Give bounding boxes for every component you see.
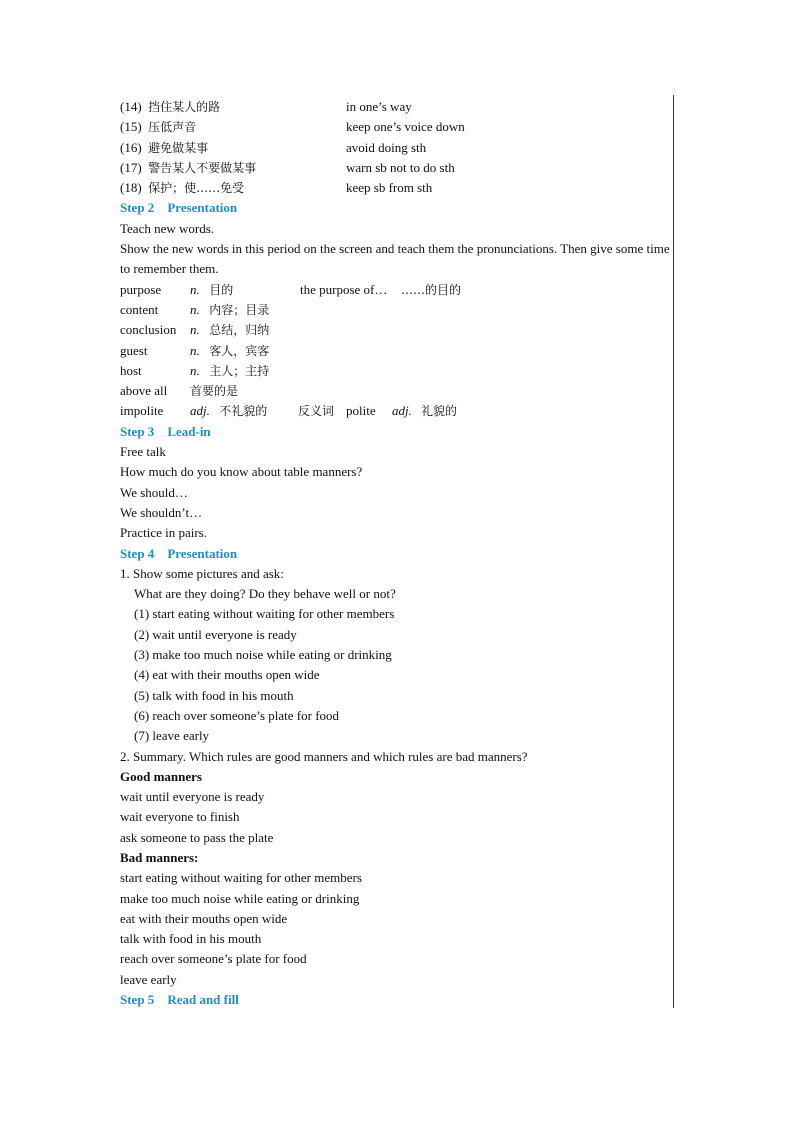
phrase-list [120,97,672,198]
good-manners-heading: Good manners [120,768,202,784]
margin-rule [673,95,674,1008]
list-item: eat with their mouths open wide [120,910,288,926]
list-item: wait until everyone is ready [120,789,265,805]
step-3-heading: Step 3 Lead-in [120,423,211,439]
list-item: ask someone to pass the plate [120,829,274,845]
step-2-heading: Step 2 Presentation [120,200,238,216]
list-item: wait everyone to finish [120,809,240,825]
paragraph: 1. Show some pictures and ask: [120,565,284,581]
list-item: (4) eat with their mouths open wide [134,667,320,683]
step-5-heading: Step 5 Read and fill [120,992,239,1008]
vocab-row: above all 首要的是 [120,383,239,399]
paragraph: Teach new words. [120,220,215,236]
vocab-row: conclusion n. 总结，归纳 [120,322,270,338]
paragraph: Practice in pairs. [120,525,207,541]
list-item: leave early [120,971,177,987]
paragraph: Show the new words in this period on the screen and teach them the pronunciations. Then give some time to remember them. [120,241,670,277]
phrase-row: (14) 挡住某人的路 in one’s way [120,99,412,114]
phrase-row: (16) 避免做某事 avoid doing sth [120,139,427,155]
list-item: talk with food in his mouth [120,931,262,947]
paragraph: What are they doing? Do they behave well or not? [134,586,396,602]
vocab-row: guest n. 客人，宾客 [120,342,270,358]
list-item: (6) reach over someone’s plate for food [134,707,340,723]
list-item: start eating without waiting for other members [120,870,362,886]
phrase-row: (15) 压低声音 keep one’s voice down [120,119,465,135]
vocab-row: content n. 内容；目录 [120,301,270,317]
vocab-row: host n. 主人；主持 [120,362,270,378]
paragraph: 2. Summary. Which rules are good manners and which rules are bad manners? [120,748,528,764]
document-page [120,97,672,1010]
vocab-row: purpose n. 目的 the purpose of… ……的目的 [120,281,462,297]
paragraph: We shouldn’t… [120,504,203,520]
vocab-row: impolite adj. 不礼貌的 反义词 polite adj. 礼貌的 [120,403,458,419]
step-4-heading: Step 4 Presentation [120,545,238,561]
list-item: (1) start eating without waiting for other members [134,606,395,622]
list-item: reach over someone’s plate for food [120,951,307,967]
vocab-list [120,280,672,422]
list-item: make too much noise while eating or drinking [120,890,360,906]
bad-manners-heading: Bad manners: [120,849,199,865]
paragraph: Free talk [120,444,166,460]
list-item: (2) wait until everyone is ready [134,626,297,642]
phrase-row: (17) 警告某人不要做某事 warn sb not to do sth [120,159,455,175]
list-item: (5) talk with food in his mouth [134,687,294,703]
phrase-row: (18) 保护；使……免受 keep sb from sth [120,180,433,196]
list-item: (7) leave early [134,728,210,744]
list-item: (3) make too much noise while eating or drinking [134,647,392,663]
paragraph: How much do you know about table manners? [120,464,363,480]
paragraph: We should… [120,484,188,500]
